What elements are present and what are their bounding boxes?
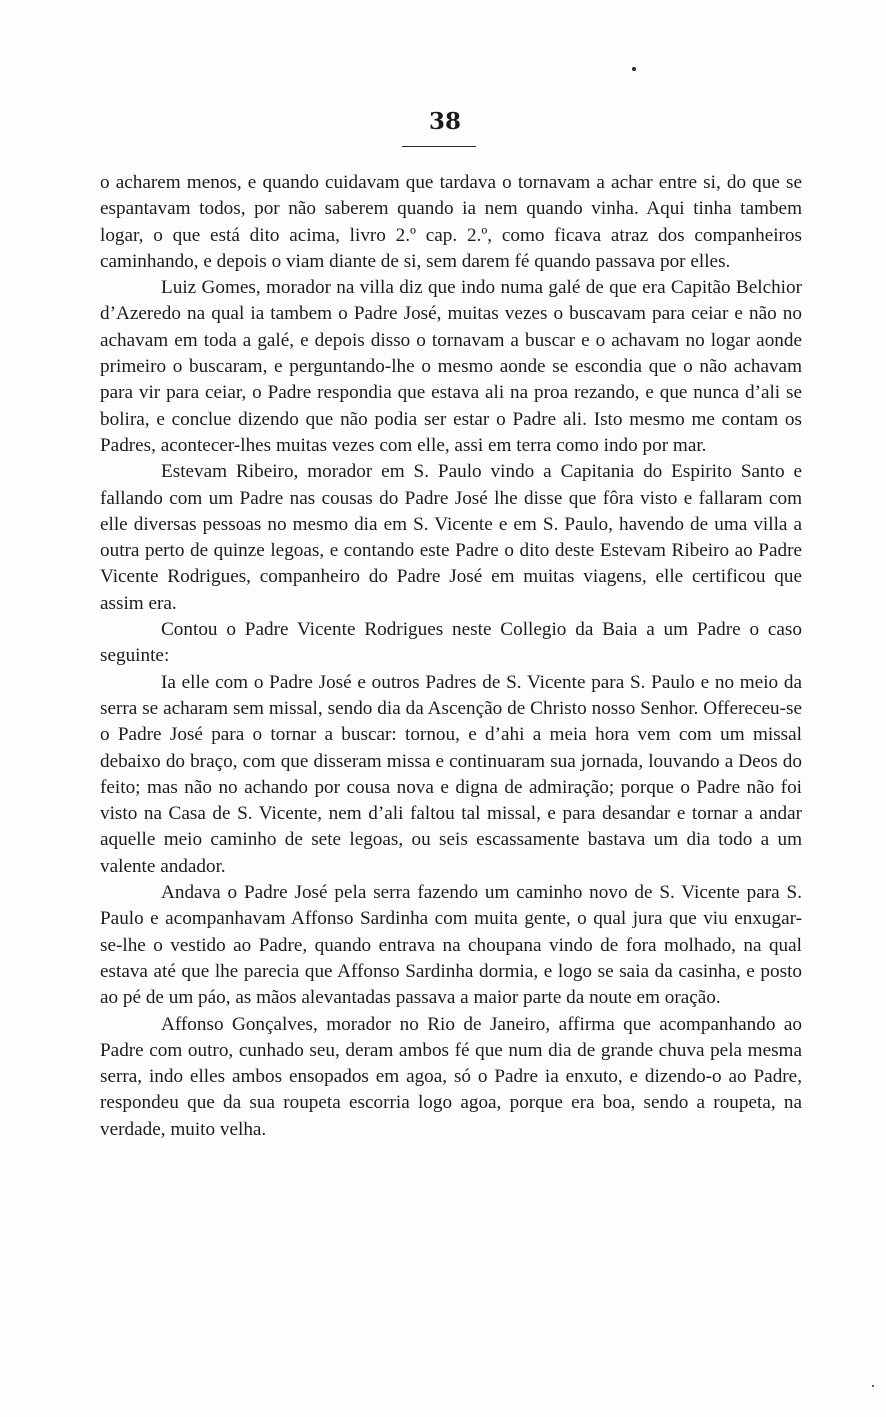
paragraph: Luiz Gomes, morador na villa diz que indo numa galé de que era Capitão Belchior d’Azeredo na qual ia tambem o Padre José, muitas vezes o buscavam para ceiar e não no achavam em toda a galé, e depois disso o tornavam a buscar e o achavam no logar aonde primeiro o buscaram, e perguntando-lhe o mesmo aonde se escondia que o não achavam para vir para ceiar, o Padre respondia que estava ali na proa rezando, e que nunca d’ali se bolira, e conclue dizendo que não podia ser estar o Padre ali. Isto mesmo me contam os Padres, acontecer-lhes muitas vezes com elle, assi em terra como indo por mar. (100, 277, 802, 456)
paragraph: Ia elle com o Padre José e outros Padres de S. Vicente para S. Paulo e no meio da serra se acharam sem missal, sendo dia da Ascenção de Christo nosso Senhor. Offereceu-se o Padre José para o tornar a buscar: tornou, e d’ahi a meia hora vem com um missal debaixo do braço, com que disseram missa e continuaram sua jornada, louvando a Deos do feito; mas não no achando por cousa nova e digna de admiração; porque o Padre não foi visto na Casa de S. Vicente, nem d’ali faltou tal missal, e para desandar e tornar a andar aquelle meio caminho de sete legoas, ou seis escassamente bastava um dia todo a um valente andador. (100, 671, 802, 877)
paragraph: Andava o Padre José pela serra fazendo um caminho novo de S. Vicente para S. Paulo e acompanhavam Affonso Sardinha com muita gente, o qual jura que viu enxugar-se-lhe o vestido ao Padre, quando entrava na choupana vindo de fora molhado, na qual estava até que lhe parecia que Affonso Sardinha dormia, e logo se saia da casinha, e posto ao pé de um páo, as mãos alevantadas passava a maior parte da noute em oração. (100, 882, 802, 1009)
body-text (100, 170, 802, 1143)
ink-speck (632, 67, 636, 71)
page-number: 38 (428, 108, 461, 135)
ink-speck (872, 1385, 874, 1387)
header-rule (402, 146, 476, 147)
paragraph: o acharem menos, e quando cuidavam que tardava o tornavam a achar entre si, do que se espantavam todos, por não saberem quando ia nem quando vinha. Aqui tinha tambem logar, o que está dito acima, livro 2.º cap. 2.º, como ficava atraz dos companheiros caminhando, e depois o viam diante de si, sem darem fé quando passava por elles. (100, 172, 802, 272)
paragraph: Affonso Gonçalves, morador no Rio de Janeiro, affirma que acompanhando ao Padre com outro, cunhado seu, deram ambos fé que num dia de grande chuva pela mesma serra, indo elles ambos ensopados em agoa, só o Padre ia enxuto, e dizendo-o ao Padre, respondeu que da sua roupeta escorria logo agoa, porque era boa, sendo a roupeta, na verdade, muito velha. (100, 1013, 802, 1140)
paragraph: Estevam Ribeiro, morador em S. Paulo vindo a Capitania do Espirito Santo e fallando com um Padre nas cousas do Padre José lhe disse que fôra visto e fallaram com elle diversas pessoas no mesmo dia em S. Vicente e em S. Paulo, havendo de uma villa a outra perto de quinze legoas, e contando este Padre o dito deste Estevam Ribeiro ao Padre Vicente Rodrigues, companheiro do Padre José em muitas viagens, elle certificou que assim era. (100, 461, 802, 614)
paragraph: Contou o Padre Vicente Rodrigues neste Collegio da Baia a um Padre o caso seguinte: (100, 619, 802, 667)
